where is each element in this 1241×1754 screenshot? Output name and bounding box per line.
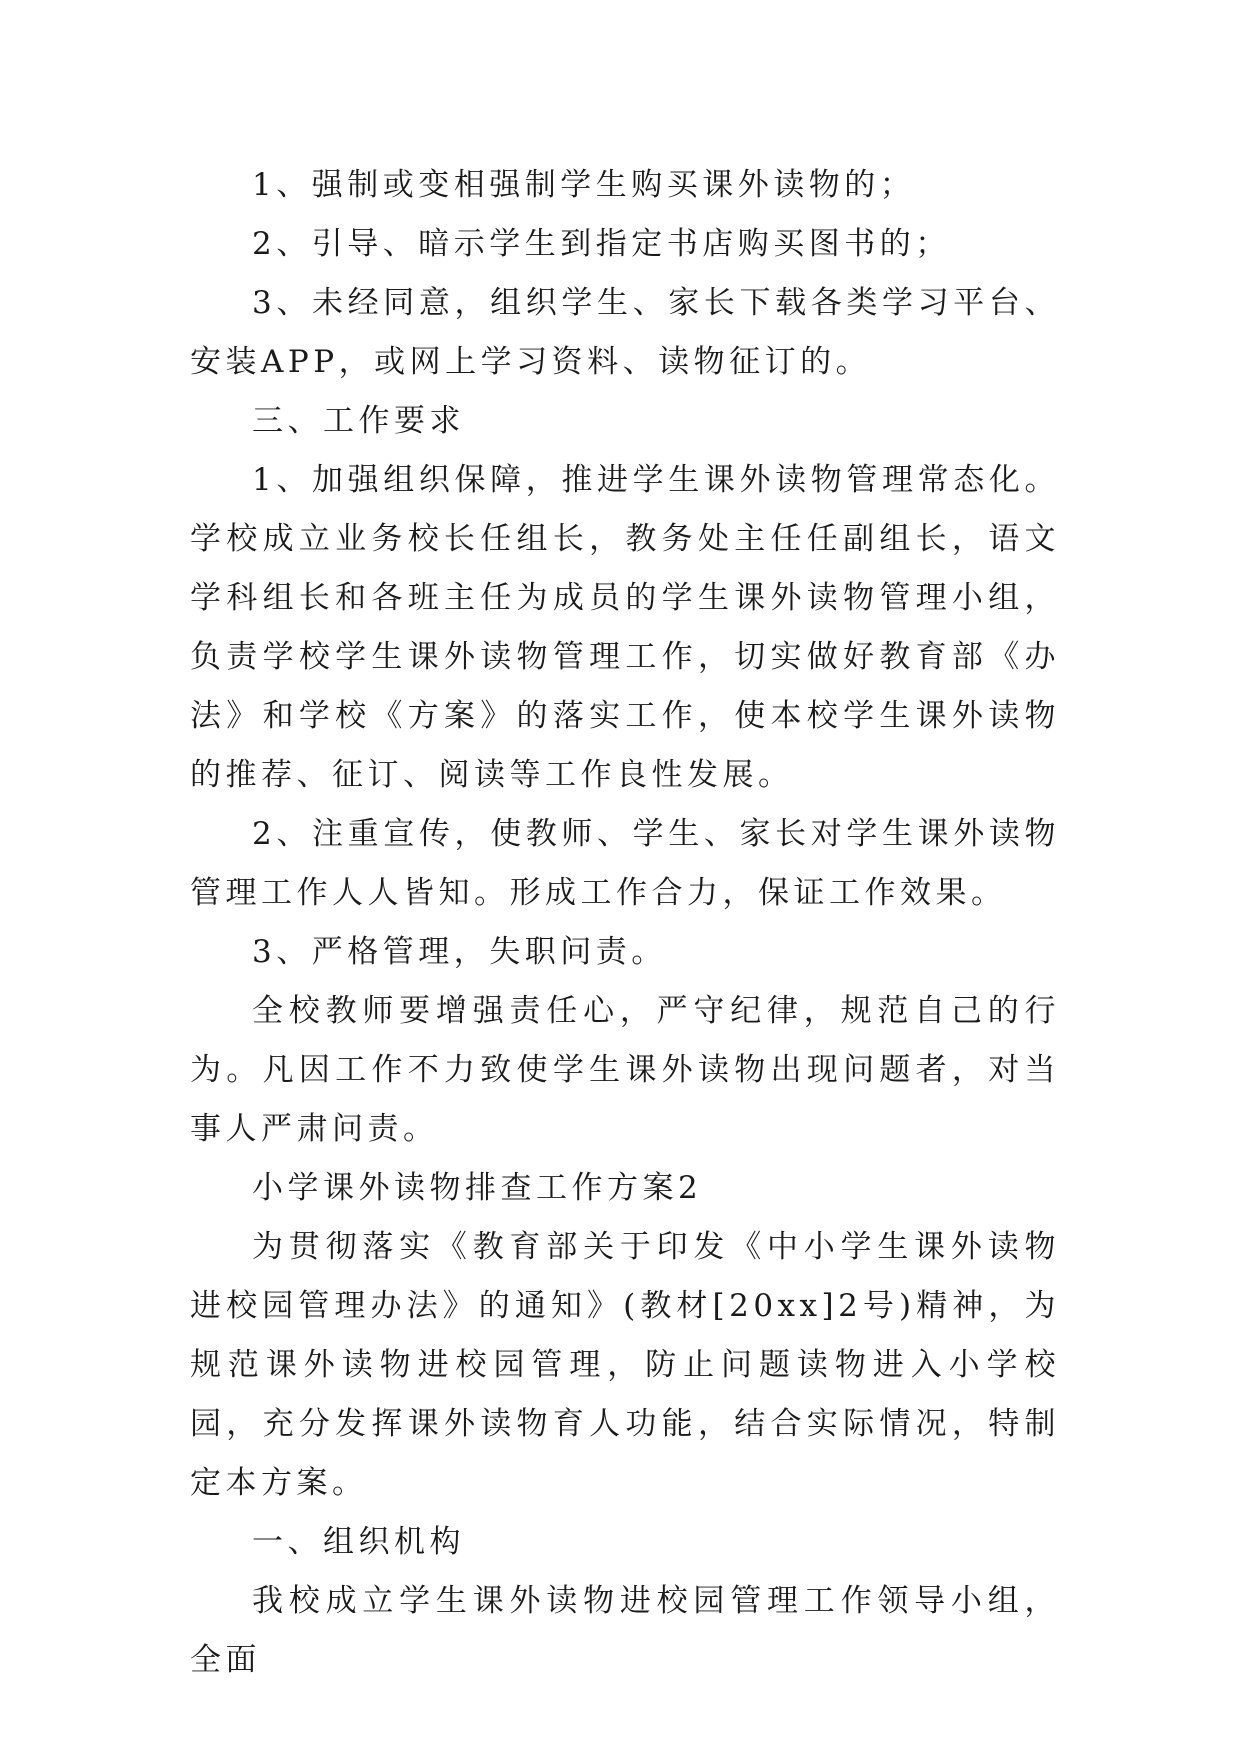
paragraph-4: 1、加强组织保障，推进学生课外读物管理常态化。学校成立业务校长任组长，教务处主任任副组长，语文学科组长和各班主任为成员的学生课外读物管理小组，负责学校学生课外读物管理工作，切实做好教育部《办法》和学校《方案》的落实工作，使本校学生课外读物的推荐、征订、阅读等工作良性发展。: [190, 462, 1060, 793]
section-heading-requirements: 三、工作要求: [252, 403, 465, 439]
paragraph-8: 为贯彻落实《教育部关于印发《中小学生课外读物进校园管理办法》的通知》(教材[20xx]2号)精神，为规范课外读物进校园管理，防止问题读物进入小学校园，充分发挥课外读物育人功能，结合实际情况，特制定本方案。: [190, 1229, 1060, 1501]
plan-title: 小学课外读物排查工作方案2: [252, 1170, 703, 1206]
document-body: [190, 156, 1060, 1690]
paragraph-1: 1、强制或变相强制学生购买课外读物的；: [252, 167, 916, 203]
paragraph-6: 3、严格管理，失职问责。: [252, 934, 667, 970]
section-heading-organization: 一、组织机构: [252, 1524, 465, 1560]
paragraph-2: 2、引导、暗示学生到指定书店购买图书的；: [252, 226, 951, 262]
paragraph-5: 2、注重宣传，使教师、学生、家长对学生课外读物管理工作人人皆知。形成工作合力，保证工作效果。: [190, 816, 1060, 911]
paragraph-7: 全校教师要增强责任心，严守纪律，规范自己的行为。凡因工作不力致使学生课外读物出现问题者，对当事人严肃问责。: [190, 993, 1060, 1147]
paragraph-9: 我校成立学生课外读物进校园管理工作领导小组，全面: [190, 1583, 1060, 1678]
paragraph-3: 3、未经同意，组织学生、家长下载各类学习平台、安装APP，或网上学习资料、读物征订的。: [190, 285, 1060, 380]
